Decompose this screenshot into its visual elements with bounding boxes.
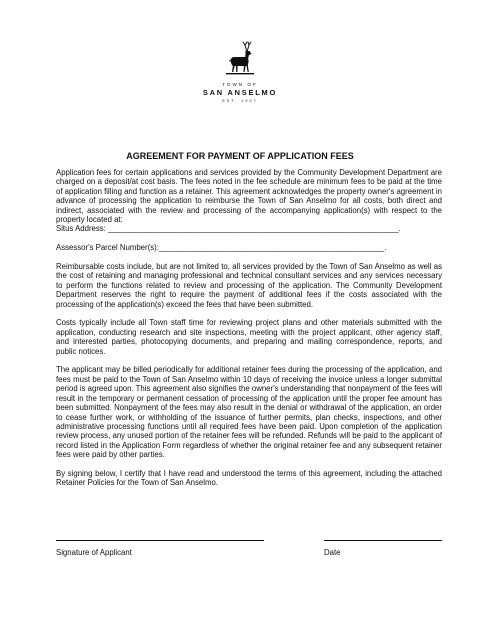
date-label: Date <box>324 548 341 557</box>
reimbursable-costs-paragraph: Reimbursable costs include, but are not limited to, all services provided by the Town of San Anselmo as well as the cost of retaining and managing professional and technical consultant services and any services necessary to perform the functions related to review and processing of the application. The Community Development Department reserves the right to require the payment of additional fees if the costs associated with the processing of the application(s) exceed the fees that have been submitted. <box>56 262 442 309</box>
date-line[interactable] <box>324 540 442 541</box>
agreement-body <box>56 168 442 497</box>
town-logo <box>190 40 290 103</box>
certification-paragraph: By signing below, I certify that I have read and understood the terms of this agreement, including the attached Retainer Policies for the Town of San Anselmo. <box>56 468 442 488</box>
parcel-number-field[interactable]: Assessor's Parcel Number(s):____________________________________________________. <box>56 243 387 253</box>
typical-costs-paragraph: Costs typically include all Town staff time for reviewing project plans and other materials submitted with the application, conducting research and site inspections, meeting with the project applicant, other agency staff, and interested parties, photocopying documents, and preparing and mailing correspondence, reports, and public notices. <box>56 318 442 356</box>
deer-icon <box>220 40 260 80</box>
situs-address-field[interactable]: Situs Address: ___________________________________________________________________. <box>56 224 401 234</box>
signature-label: Signature of Applicant <box>56 548 132 557</box>
logo-established: EST. 1907 <box>222 99 258 103</box>
logo-town-of: TOWN OF <box>222 82 258 87</box>
signature-block <box>56 540 442 560</box>
signature-line[interactable] <box>56 540 264 541</box>
logo-town-name: SAN ANSELMO <box>202 88 278 97</box>
intro-paragraph: Application fees for certain applications and services provided by the Community Development Department are charged on a deposit/at cost basis. The fees noted in the fee schedule are minimum fees to be paid at the time of application filling and function as a retainer. This agreement acknowledges the property owner's agreement in advance of processing the application to reimburse the Town of San Anselmo for all costs, both direct and indirect, associated with the review and processing of the accompanying application(s) with respect to the property located at: <box>56 168 442 225</box>
document-title: AGREEMENT FOR PAYMENT OF APPLICATION FEES <box>126 151 354 161</box>
billing-paragraph: The applicant may be billed periodically for additional retainer fees during the processing of the application, and fees must be paid to the Town of San Anselmo within 10 days of receiving the invoice unless a longer submittal period is agreed upon. This agreement also signifies the owner's understanding that nonpayment of the fees will result in the temporary or permanent cessation of processing of the application until the proper fee amount has been submitted. Nonpayment of the fees may also result in the denial or withdrawal of the application, an order to cease further work, or withholding of the issuance of further permits, plan checks, inspections, and other administrative processing functions until all required fees have been paid. Upon completion of the application review process, any unused portion of the retainer fees will be refunded. Refunds will be paid to the applicant of record listed in the Application Form regardless of whether the original retainer fee and any subsequent retainer fees were paid by other parties. <box>56 365 442 460</box>
